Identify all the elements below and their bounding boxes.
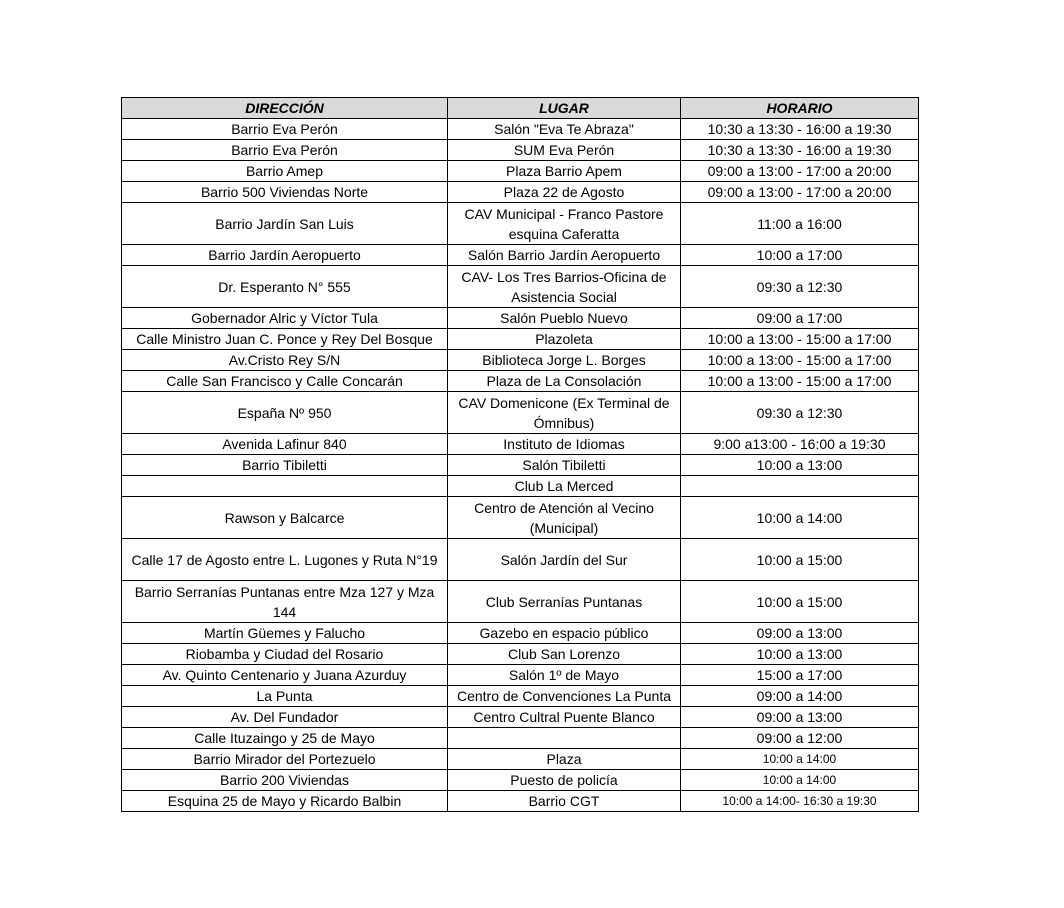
cell-horario: 10:00 a 15:00 xyxy=(681,539,919,581)
header-horario: HORARIO xyxy=(681,98,919,119)
table-row xyxy=(122,203,919,245)
cell-direccion: Rawson y Balcarce xyxy=(122,497,448,539)
cell-horario: 11:00 a 16:00 xyxy=(681,203,919,245)
table-row xyxy=(122,749,919,770)
cell-lugar: Salón Barrio Jardín Aeropuerto xyxy=(448,245,681,266)
cell-lugar: SUM Eva Perón xyxy=(448,140,681,161)
cell-direccion: Gobernador Alric y Víctor Tula xyxy=(122,308,448,329)
cell-lugar: CAV- Los Tres Barrios-Oficina de Asistencia Social xyxy=(448,266,681,308)
table-row xyxy=(122,539,919,581)
table-row xyxy=(122,392,919,434)
cell-direccion: Calle San Francisco y Calle Concarán xyxy=(122,371,448,392)
table-row xyxy=(122,686,919,707)
header-row xyxy=(122,98,919,119)
cell-horario: 09:00 a 14:00 xyxy=(681,686,919,707)
table-row xyxy=(122,455,919,476)
cell-direccion: Barrio Amep xyxy=(122,161,448,182)
cell-horario: 10:00 a 13:00 - 15:00 a 17:00 xyxy=(681,329,919,350)
cell-direccion: Calle Ministro Juan C. Ponce y Rey Del Bosque xyxy=(122,329,448,350)
cell-lugar: Club Serranías Puntanas xyxy=(448,581,681,623)
cell-direccion: Dr. Esperanto N° 555 xyxy=(122,266,448,308)
cell-horario: 9:00 a13:00 - 16:00 a 19:30 xyxy=(681,434,919,455)
cell-horario: 09:30 a 12:30 xyxy=(681,266,919,308)
table-row xyxy=(122,707,919,728)
cell-lugar: Plaza de La Consolación xyxy=(448,371,681,392)
cell-lugar: Club San Lorenzo xyxy=(448,644,681,665)
cell-horario: 10:00 a 13:00 xyxy=(681,644,919,665)
cell-horario: 09:00 a 13:00 xyxy=(681,623,919,644)
cell-lugar: Plaza 22 de Agosto xyxy=(448,182,681,203)
header-direccion: DIRECCIÓN xyxy=(122,98,448,119)
cell-direccion: Riobamba y Ciudad del Rosario xyxy=(122,644,448,665)
cell-lugar: Salón Tibiletti xyxy=(448,455,681,476)
cell-lugar: Centro de Atención al Vecino (Municipal) xyxy=(448,497,681,539)
cell-lugar xyxy=(448,728,681,749)
cell-direccion: Martín Güemes y Falucho xyxy=(122,623,448,644)
table-row xyxy=(122,182,919,203)
table-row xyxy=(122,497,919,539)
cell-direccion: Esquina 25 de Mayo y Ricardo Balbin xyxy=(122,791,448,812)
cell-horario: 10:00 a 14:00- 16:30 a 19:30 xyxy=(681,791,919,812)
cell-direccion: Barrio 500 Viviendas Norte xyxy=(122,182,448,203)
table-row xyxy=(122,308,919,329)
cell-direccion xyxy=(122,476,448,497)
cell-horario: 09:30 a 12:30 xyxy=(681,392,919,434)
cell-lugar: Plazoleta xyxy=(448,329,681,350)
cell-lugar: Instituto de Idiomas xyxy=(448,434,681,455)
cell-lugar: Biblioteca Jorge L. Borges xyxy=(448,350,681,371)
cell-lugar: Gazebo en espacio público xyxy=(448,623,681,644)
table-row xyxy=(122,119,919,140)
cell-lugar: CAV Municipal - Franco Pastore esquina Caferatta xyxy=(448,203,681,245)
header-lugar: LUGAR xyxy=(448,98,681,119)
cell-lugar: Centro Cultral Puente Blanco xyxy=(448,707,681,728)
table-row xyxy=(122,140,919,161)
table-row xyxy=(122,371,919,392)
cell-horario: 09:00 a 13:00 - 17:00 a 20:00 xyxy=(681,182,919,203)
cell-direccion: España Nº 950 xyxy=(122,392,448,434)
cell-direccion: La Punta xyxy=(122,686,448,707)
cell-horario: 09:00 a 12:00 xyxy=(681,728,919,749)
cell-direccion: Barrio Jardín San Luis xyxy=(122,203,448,245)
cell-direccion: Av.Cristo Rey S/N xyxy=(122,350,448,371)
table-body xyxy=(122,119,919,812)
cell-lugar: CAV Domenicone (Ex Terminal de Ómnibus) xyxy=(448,392,681,434)
cell-horario: 15:00 a 17:00 xyxy=(681,665,919,686)
table-row xyxy=(122,791,919,812)
cell-horario: 10:00 a 14:00 xyxy=(681,749,919,770)
cell-direccion: Barrio Eva Perón xyxy=(122,140,448,161)
schedule-table xyxy=(121,97,919,812)
table-row xyxy=(122,161,919,182)
cell-direccion: Barrio Serranías Puntanas entre Mza 127 y Mza 144 xyxy=(122,581,448,623)
cell-horario: 10:00 a 14:00 xyxy=(681,497,919,539)
cell-horario: 10:00 a 15:00 xyxy=(681,581,919,623)
table-row xyxy=(122,665,919,686)
cell-horario: 10:00 a 13:00 - 15:00 a 17:00 xyxy=(681,371,919,392)
cell-lugar: Salón Pueblo Nuevo xyxy=(448,308,681,329)
table-row xyxy=(122,434,919,455)
table-row xyxy=(122,623,919,644)
cell-direccion: Calle Ituzaingo y 25 de Mayo xyxy=(122,728,448,749)
cell-horario: 10:00 a 13:00 - 15:00 a 17:00 xyxy=(681,350,919,371)
cell-lugar: Salón "Eva Te Abraza" xyxy=(448,119,681,140)
table-row xyxy=(122,728,919,749)
table-row xyxy=(122,581,919,623)
cell-horario: 09:00 a 13:00 xyxy=(681,707,919,728)
cell-lugar: Salón Jardín del Sur xyxy=(448,539,681,581)
cell-horario xyxy=(681,476,919,497)
cell-horario: 10:30 a 13:30 - 16:00 a 19:30 xyxy=(681,140,919,161)
cell-direccion: Av. Quinto Centenario y Juana Azurduy xyxy=(122,665,448,686)
table-row xyxy=(122,266,919,308)
table-row xyxy=(122,329,919,350)
cell-lugar: Plaza xyxy=(448,749,681,770)
table-row xyxy=(122,350,919,371)
cell-horario: 10:00 a 14:00 xyxy=(681,770,919,791)
cell-lugar: Plaza Barrio Apem xyxy=(448,161,681,182)
table-row xyxy=(122,644,919,665)
table-row xyxy=(122,476,919,497)
cell-direccion: Barrio Jardín Aeropuerto xyxy=(122,245,448,266)
cell-direccion: Barrio Tibiletti xyxy=(122,455,448,476)
cell-horario: 09:00 a 13:00 - 17:00 a 20:00 xyxy=(681,161,919,182)
cell-direccion: Calle 17 de Agosto entre L. Lugones y Ruta N°19 xyxy=(122,539,448,581)
table-row xyxy=(122,245,919,266)
cell-horario: 09:00 a 17:00 xyxy=(681,308,919,329)
cell-horario: 10:30 a 13:30 - 16:00 a 19:30 xyxy=(681,119,919,140)
cell-lugar: Puesto de policía xyxy=(448,770,681,791)
cell-lugar: Barrio CGT xyxy=(448,791,681,812)
cell-direccion: Av. Del Fundador xyxy=(122,707,448,728)
cell-horario: 10:00 a 13:00 xyxy=(681,455,919,476)
cell-direccion: Barrio Eva Perón xyxy=(122,119,448,140)
cell-lugar: Centro de Convenciones La Punta xyxy=(448,686,681,707)
cell-lugar: Salón 1º de Mayo xyxy=(448,665,681,686)
cell-direccion: Avenida Lafinur 840 xyxy=(122,434,448,455)
cell-direccion: Barrio Mirador del Portezuelo xyxy=(122,749,448,770)
cell-direccion: Barrio 200 Viviendas xyxy=(122,770,448,791)
table-row xyxy=(122,770,919,791)
cell-lugar: Club La Merced xyxy=(448,476,681,497)
cell-horario: 10:00 a 17:00 xyxy=(681,245,919,266)
